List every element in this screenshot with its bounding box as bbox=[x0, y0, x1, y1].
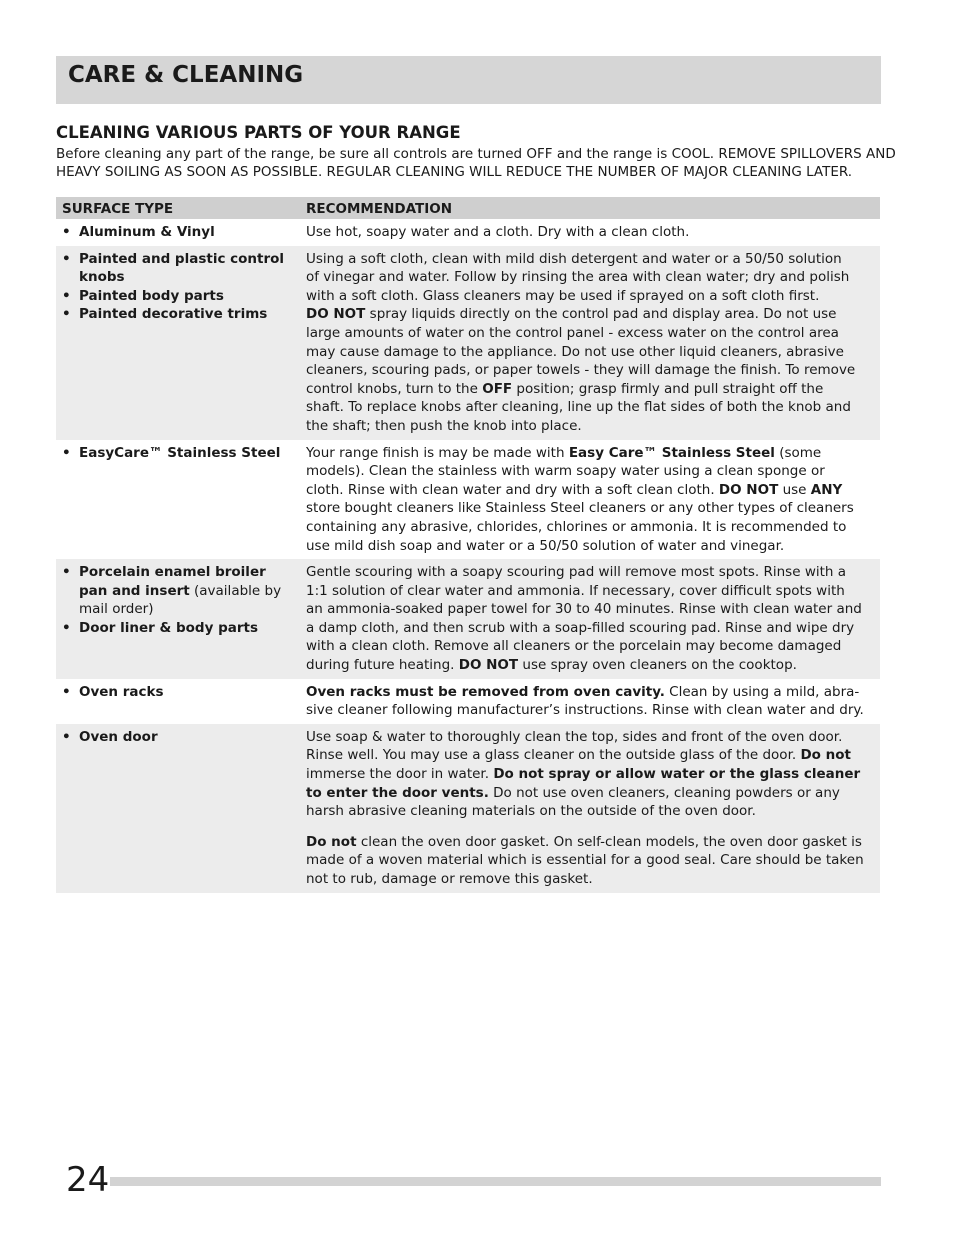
surface-cell bbox=[56, 440, 300, 560]
recommendation-cell: Use hot, soapy water and a cloth. Dry with a clean cloth. bbox=[300, 219, 880, 246]
recommendation-cell: Your range finish is may be made with Easy Care™ Stainless Steel (some models). Clean the stainless with warm soapy water using a clean sponge or cloth. Rinse with clean water and dry with a soft clean cloth. DO NOT use ANY store bought cleaners like Stainless Steel cleaners or any other types of cleaners containing any abrasive, chlorides, chlorines or ammonia. It is recommended to use mild dish soap and water or a 50/50 solution of water and vinegar. bbox=[300, 440, 880, 560]
recommendation-cell: Oven racks must be removed from oven cavity. Clean by using a mild, abra- sive cleaner following manufacturer’s instructions. Rinse with clean water and dry. bbox=[300, 679, 880, 724]
table-row bbox=[56, 679, 880, 724]
surface-item: • Oven door bbox=[62, 728, 294, 747]
intro-line: Before cleaning any part of the range, be sure all controls are turned OFF and the range is COOL. REMOVE SPILLOVERS AND bbox=[56, 146, 896, 162]
table-row bbox=[56, 724, 880, 893]
recommendation-cell: Gentle scouring with a soapy scouring pad will remove most spots. Rinse with a 1:1 solution of clear water and ammonia. If necessary, cover difficult spots with an ammonia-soaked paper towel for 30 to 40 minutes. Rinse with clean water and a damp cloth, and then scrub with a soap-filled scouring pad. Rinse and wipe dry with a clean cloth. Remove all cleaners or the porcelain may become damaged during future heating. DO NOT use spray oven cleaners on the cooktop. bbox=[300, 559, 880, 679]
section-header-bar bbox=[56, 56, 881, 104]
surface-cell bbox=[56, 724, 300, 893]
intro-paragraph bbox=[56, 145, 896, 181]
table-row bbox=[56, 440, 880, 560]
surface-item: • Door liner & body parts bbox=[62, 619, 294, 638]
table-row bbox=[56, 559, 880, 679]
surface-item: • Painted body parts bbox=[62, 287, 294, 306]
section-title: CLEANING VARIOUS PARTS OF YOUR RANGE bbox=[56, 123, 461, 142]
table-row bbox=[56, 246, 880, 440]
recommendation-cell: Use soap & water to thoroughly clean the top, sides and front of the oven door. Rinse well. You may use a glass cleaner on the outside glass of the door. Do not immerse the door in water. Do not spray or allow water or the glass cleaner to enter the door vents. Do not use oven cleaners, cleaning powders or any harsh abrasive cleaning materials on the outside of the oven door. Do not clean the oven door gasket. On self-clean models, the oven door gasket is made of a woven material which is essential for a good seal. Care should be taken not to rub, damage or remove this gasket. bbox=[300, 724, 880, 893]
surface-cell bbox=[56, 219, 300, 246]
surface-item: • Porcelain enamel broiler pan and insert (available by mail order) bbox=[62, 563, 294, 619]
header-surface-type: SURFACE TYPE bbox=[56, 197, 300, 219]
page-title: CARE & CLEANING bbox=[68, 62, 304, 88]
surface-cell bbox=[56, 246, 300, 440]
surface-cell bbox=[56, 679, 300, 724]
gasket-paragraph: Do not clean the oven door gasket. On self-clean models, the oven door gasket is made of a woven material which is essential for a good seal. Care should be taken not to rub, damage or remove this gasket. bbox=[306, 833, 864, 887]
surface-item: • Oven racks bbox=[62, 683, 294, 702]
surface-item: • Aluminum & Vinyl bbox=[62, 223, 294, 242]
surface-item: • EasyCare™ Stainless Steel bbox=[62, 444, 294, 463]
surface-cell bbox=[56, 559, 300, 679]
table-row bbox=[56, 219, 880, 246]
header-recommendation: RECOMMENDATION bbox=[300, 197, 880, 219]
intro-line: HEAVY SOILING AS SOON AS POSSIBLE. REGULAR CLEANING WILL REDUCE THE NUMBER OF MAJOR CLEANING LATER. bbox=[56, 164, 853, 180]
footer-bar bbox=[110, 1177, 881, 1186]
surface-item: • Painted decorative trims bbox=[62, 305, 294, 324]
recommendation-cell: Using a soft cloth, clean with mild dish detergent and water or a 50/50 solution of vinegar and water. Follow by rinsing the area with clean water; dry and polish with a soft cloth. Glass cleaners may be used if sprayed on a soft cloth first. DO NOT spray liquids directly on the control pad and display area. Do not use large amounts of water on the control panel - excess water on the control area may cause damage to the appliance. Do not use other liquid cleaners, abrasive cleaners, scouring pads, or paper towels - they will damage the finish. To remove control knobs, turn to the OFF position; grasp firmly and pull straight off the shaft. To replace knobs after cleaning, line up the flat sides of both the knob and the shaft; then push the knob into place. bbox=[300, 246, 880, 440]
surface-item: • Painted and plastic control knobs bbox=[62, 250, 294, 287]
page-number: 24 bbox=[66, 1160, 110, 1200]
table-header-row bbox=[56, 197, 880, 219]
cleaning-table bbox=[56, 197, 880, 893]
